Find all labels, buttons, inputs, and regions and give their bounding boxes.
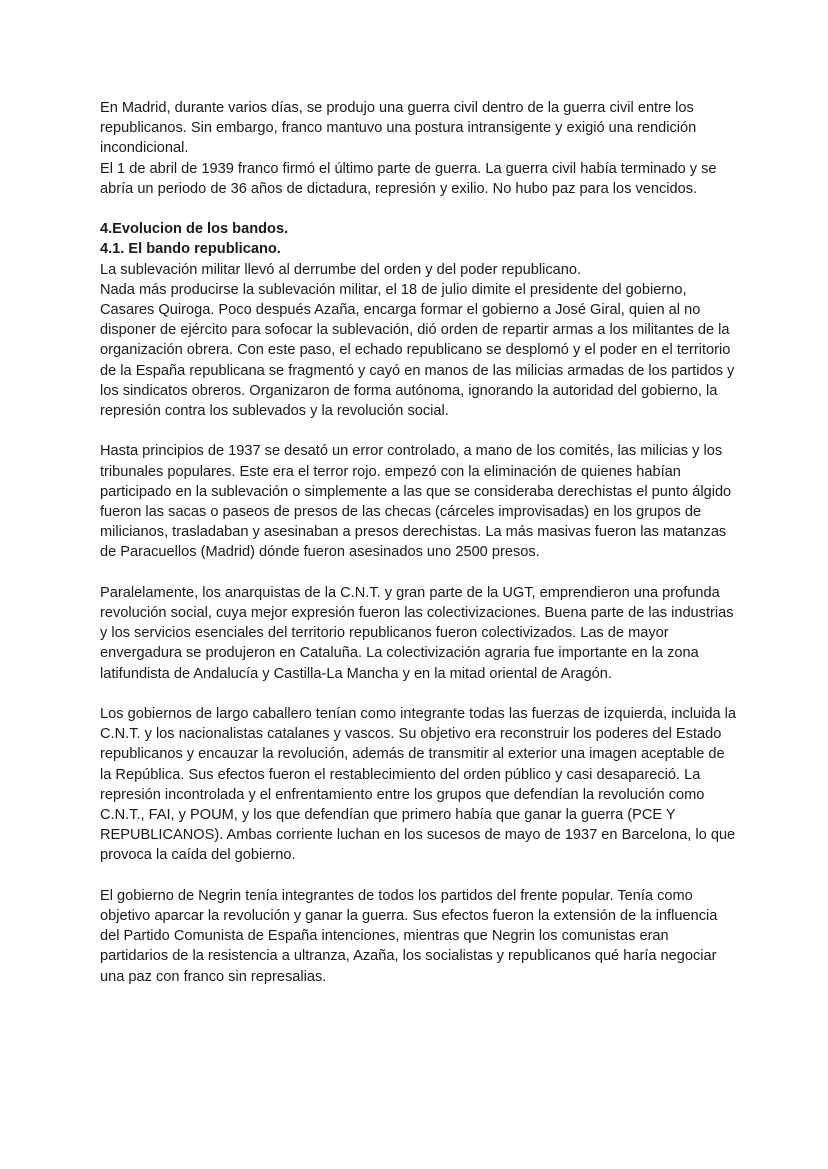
spacer xyxy=(100,421,740,441)
spacer xyxy=(100,199,740,219)
spacer xyxy=(100,866,740,886)
spacer xyxy=(100,563,740,583)
paragraph-end-of-war: El 1 de abril de 1939 franco firmó el último parte de guerra. La guerra civil había terminado y se abría un periodo de 36 años de dictadura, represión y exilio. No hubo paz para los vencidos. xyxy=(100,160,717,197)
paragraph-collapse-of-order: La sublevación militar llevó al derrumbe del orden y del poder republicano. xyxy=(100,261,582,278)
subsection-heading: 4.1. El bando republicano. xyxy=(100,241,281,258)
paragraph-largo-caballero: Los gobiernos de largo caballero tenían como integrante todas las fuerzas de izquierda, incluida la C.N.T. y los nacionalistas catalanes y vascos. Su objetivo era reconstruir los poderes del Estado republicanos y encauzar la revolución, además de transmitir al exterior una imagen aceptable de la República. Sus efectos fueron el restablecimiento del orden público y casi desapareció. La represión incontrolada y el enfrentamiento entre los grupos que defendían la revolución como C.N.T., FAI, y POUM, y los que defendían que primero había que ganar la guerra (PCE Y REPUBLICANOS). Ambas corriente luchan en los sucesos de mayo de 1937 en Barcelona, lo que provoca la caída del gobierno. xyxy=(100,706,737,864)
spacer xyxy=(100,684,740,704)
paragraph-casares-quiroga: Nada más producirse la sublevación militar, el 18 de julio dimite el presidente del gobierno, Casares Quiroga. Poco después Azaña, encarga formar el gobierno a José Giral, quien al no disponer de ejército para sofocar la sublevación, dió orden de repartir armas a los militantes de la organización obrera. Con este paso, el echado republicano se desplomó y el poder en el territorio de la España republicana se fragmentó y cayó en manos de las milicias armadas de los partidos y los sindicatos obreros. Organizaron de forma autónoma, ignorando la autoridad del gobierno, la represión contra los sublevados y la revolución social. xyxy=(100,281,735,420)
section-heading: 4.Evolucion de los bandos. xyxy=(100,221,289,238)
paragraph-colectivizaciones: Paralelamente, los anarquistas de la C.N.T. y gran parte de la UGT, emprendieron una profunda revolución social, cuya mejor expresión fueron las colectivizaciones. Buena parte de las industrias y los servicios esenciales del territorio republicanos fueron colectivizados. Las de mayor envergadura se produjeron en Cataluña. La colectivización agraria fue importante en la zona latifundista de Andalucía y Castilla-La Mancha y en la mitad oriental de Aragón. xyxy=(100,584,734,682)
paragraph-madrid-civil-war: En Madrid, durante varios días, se produjo una guerra civil dentro de la guerra civil entre los republicanos. Sin embargo, franco mantuvo una postura intransigente y exigió una rendición incondicional. xyxy=(100,100,697,157)
paragraph-negrin: El gobierno de Negrin tenía integrantes de todos los partidos del frente popular. Tenía como objetivo aparcar la revolución y ganar la guerra. Sus efectos fueron la extensión de la influencia del Partido Comunista de España intenciones, mientras que Negrin los comunistas eran partidarios de la resistencia a ultranza, Azaña, los socialistas y republicanos qué haría negociar una paz con franco sin represalias. xyxy=(100,887,718,985)
paragraph-terror-rojo: Hasta principios de 1937 se desató un error controlado, a mano de los comités, las milicias y los tribunales populares. Este era el terror rojo. empezó con la eliminación de quienes habían participado en la sublevación o simplemente a las que se consideraba derechistas el punto álgido fueron las sacas o paseos de presos de las checas (cárceles improvisadas) en los grupos de milicianos, trasladaban y asesinaban a presos derechistas. La más masivas fueron las matanzas de Paracuellos (Madrid) dónde fueron asesinados uno 2500 presos. xyxy=(100,443,732,561)
document-page xyxy=(100,98,740,987)
